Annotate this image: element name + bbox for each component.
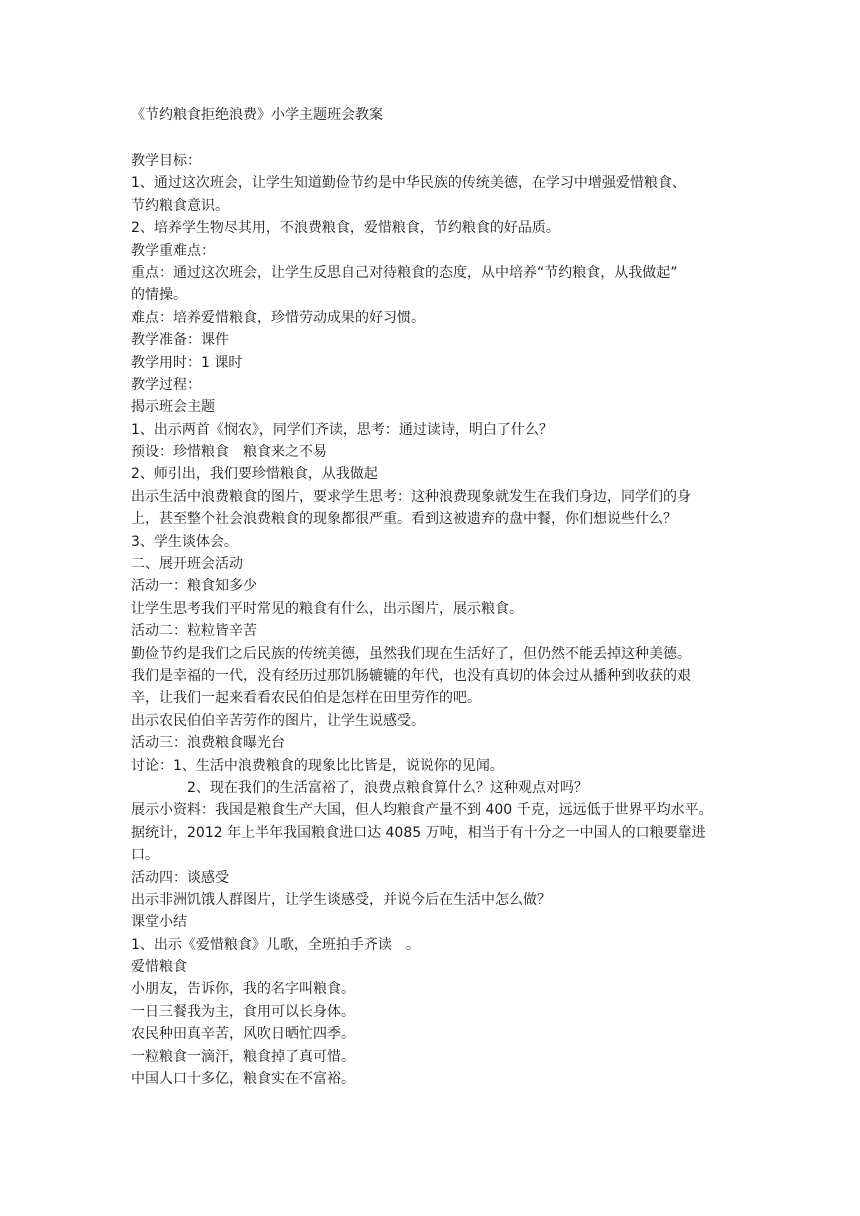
- text-line: 讨论：1、生活中浪费粮食的现象比比皆是，说说你的见闻。: [131, 757, 504, 774]
- text-line: 教学重难点：: [131, 242, 215, 259]
- text-line: 出示非洲饥饿人群图片，让学生谈感受，并说今后在生活中怎么做？: [131, 891, 551, 908]
- text-line: 1、出示两首《悯农》，同学们齐读，思考：通过读诗，明白了什么？: [131, 421, 553, 438]
- text-line: 重点：通过这次班会，让学生反思自己对待粮食的态度，从中培养“节约粮食，从我做起”: [131, 264, 678, 281]
- text-line: 让学生思考我们平时常见的粮食有什么，出示图片，展示粮食。: [131, 600, 523, 617]
- text-line: 2、师引出，我们要珍惜粮食，从我做起: [131, 466, 378, 483]
- text-line: 3、学生谈体会。: [131, 533, 238, 550]
- text-line: 教学准备：课件: [131, 332, 229, 349]
- text-line: 揭示班会主题: [131, 399, 215, 416]
- text-line: 节约粮食意识。: [131, 197, 229, 214]
- text-line: 一日三餐我为主，食用可以长身体。: [131, 1003, 355, 1020]
- text-line: 出示农民伯伯辛苦劳作的图片，让学生说感受。: [131, 712, 425, 729]
- text-line: 中国人口十多亿，粮食实在不富裕。: [131, 1071, 355, 1088]
- text-line: 展示小资料：我国是粮食生产大国，但人均粮食产量不到 400 千克，远远低于世界平均水平。: [131, 802, 713, 819]
- text-line: 活动三：浪费粮食曝光台: [131, 735, 285, 752]
- text-line: 小朋友，告诉你，我的名字叫粮食。: [131, 981, 355, 998]
- text-line: 2、现在我们的生活富裕了，浪费点粮食算什么？这种观点对吗？: [187, 779, 588, 796]
- text-line: 出示生活中浪费粮食的图片，要求学生思考：这种浪费现象就发生在我们身边，同学们的身: [131, 488, 691, 505]
- text-line: 难点：培养爱惜粮食，珍惜劳动成果的好习惯。: [131, 309, 425, 326]
- text-line: 辛，让我们一起来看看农民伯伯是怎样在田里劳作的吧。: [131, 690, 481, 707]
- text-line: 2、培养学生物尽其用，不浪费粮食，爱惜粮食，节约粮食的好品质。: [131, 220, 560, 237]
- text-line: 课堂小结: [131, 914, 187, 931]
- text-line: 教学目标：: [131, 153, 201, 169]
- text-line: 预设：珍惜粮食 粮食来之不易: [131, 444, 327, 461]
- text-line: 我们是幸福的一代，没有经历过那饥肠辘辘的年代，也没有真切的体会过从播种到收获的艰: [131, 667, 691, 684]
- text-line: 活动二：粒粒皆辛苦: [131, 623, 257, 640]
- text-line: 据统计，2012 年上半年我国粮食进口达 4085 万吨，相当于有十分之一中国人的口粮要靠进: [131, 824, 706, 841]
- text-line: 教学用时：1 课时: [131, 354, 243, 371]
- text-line: 农民种田真辛苦，风吹日晒忙四季。: [131, 1026, 355, 1043]
- text-line: 1、通过这次班会，让学生知道勤俭节约是中华民族的传统美德，在学习中增强爱惜粮食、: [131, 175, 686, 192]
- text-line: 教学过程：: [131, 376, 201, 393]
- text-line: 口。: [131, 847, 159, 864]
- text-line: 爱惜粮食: [131, 959, 187, 976]
- document-title: 《节约粮食拒绝浪费》小学主题班会教案: [131, 107, 383, 123]
- text-line: 一粒粮食一滴汗，粮食掉了真可惜。: [131, 1048, 355, 1065]
- text-line: 的情操。: [131, 287, 187, 304]
- text-line: 上，甚至整个社会浪费粮食的现象都很严重。看到这被遗弃的盘中餐，你们想说些什么？: [131, 511, 677, 528]
- text-line: 勤俭节约是我们之后民族的传统美德，虽然我们现在生活好了，但仍然不能丢掉这种美德。: [131, 645, 691, 662]
- text-line: 活动一：粮食知多少: [131, 578, 257, 595]
- text-line: 二、展开班会活动: [131, 556, 243, 573]
- document-body: [131, 150, 731, 1090]
- text-line: 活动四：谈感受: [131, 869, 229, 886]
- text-line: 1、出示《爱惜粮食》儿歌，全班拍手齐读 。: [131, 936, 420, 953]
